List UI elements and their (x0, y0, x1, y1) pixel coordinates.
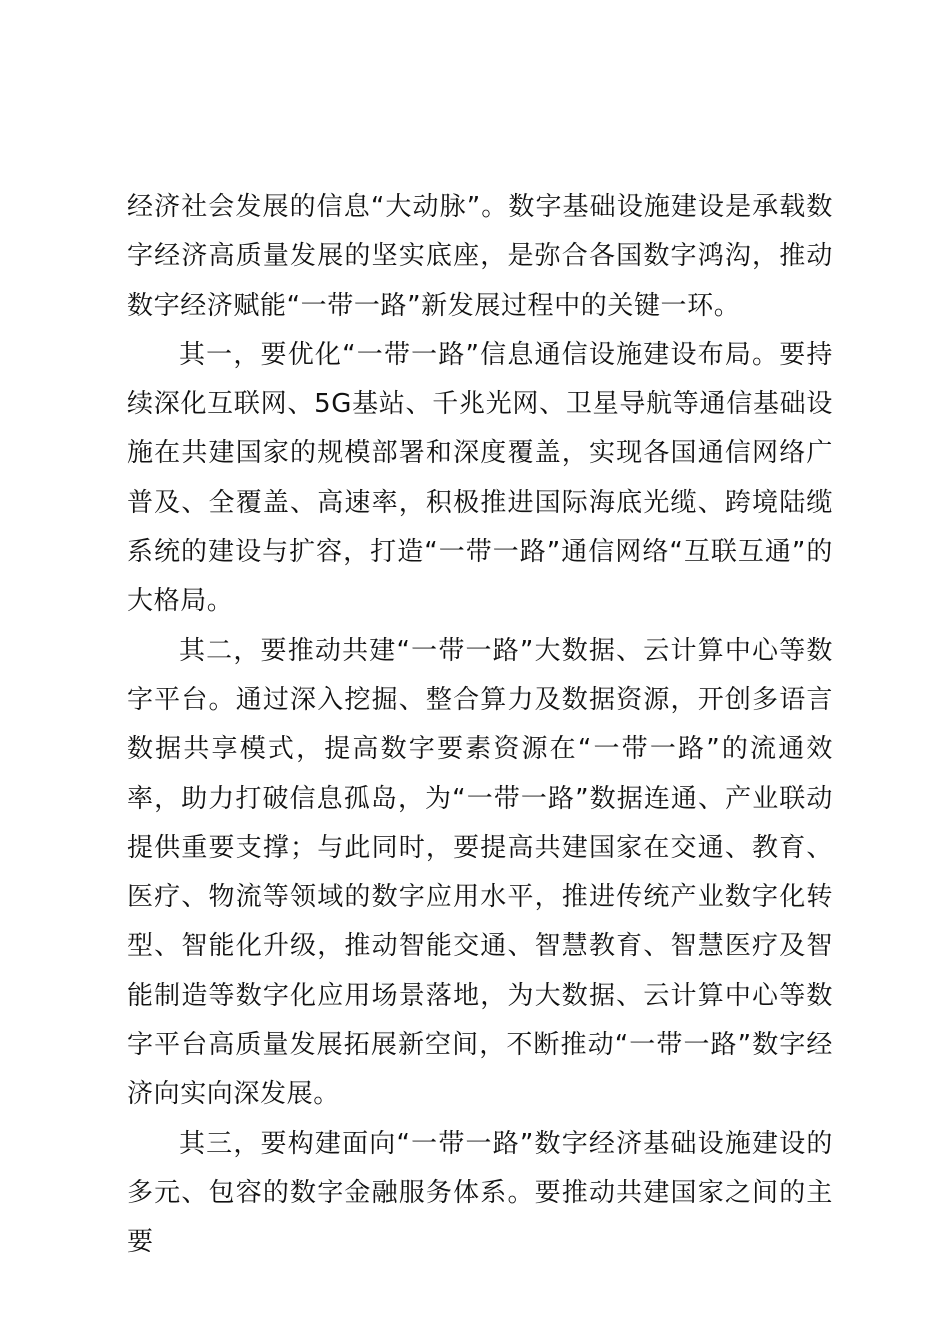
paragraph-1: 经济社会发展的信息“大动脉”。数字基础设施建设是承载数字经济高质量发展的坚实底座，是弥合各国数字鸿沟，推动数字经济赋能“一带一路”新发展过程中的关键一环。 (127, 192, 833, 321)
document-body (127, 183, 833, 1268)
paragraph-3: 其二，要推动共建“一带一路”大数据、云计算中心等数字平台。通过深入挖掘、整合算力及数据资源，开创多语言数据共享模式，提高数字要素资源在“一带一路”的流通效率，助力打破信息孤岛，为“一带一路”数据连通、产业联动提供重要支撑；与此同时，要提高共建国家在交通、教育、医疗、物流等领域的数字应用水平，推进传统产业数字化转型、智能化升级，推动智能交通、智慧教育、智慧医疗及智能制造等数字化应用场景落地，为大数据、云计算中心等数字平台高质量发展拓展新空间，不断推动“一带一路”数字经济向实向深发展。 (127, 635, 833, 1110)
paragraph-2: 其一，要优化“一带一路”信息通信设施建设布局。要持续深化互联网、5G基站、千兆光网、卫星导航等通信基础设施在共建国家的规模部署和深度覆盖，实现各国通信网络广普及、全覆盖、高速率，积极推进国际海底光缆、跨境陆缆系统的建设与扩容，打造“一带一路”通信网络“互联互通”的大格局。 (127, 339, 833, 617)
paragraph-4: 其三，要构建面向“一带一路”数字经济基础设施建设的多元、包容的数字金融服务体系。要推动共建国家之间的主要 (127, 1128, 833, 1258)
